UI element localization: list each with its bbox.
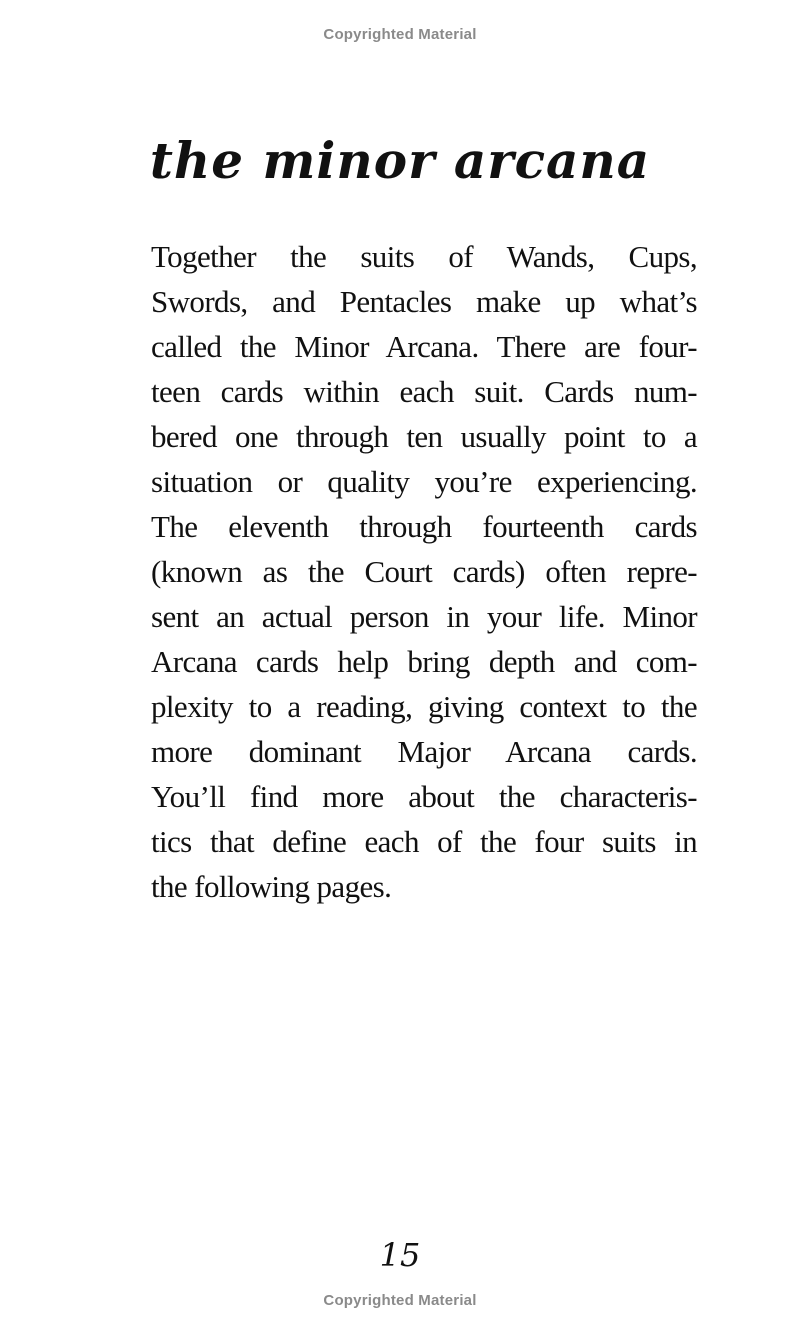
paragraph-line: The eleventh through fourteenth cards bbox=[151, 509, 697, 544]
chapter-title: the minor arcana bbox=[149, 130, 651, 190]
body-paragraph bbox=[151, 234, 697, 909]
paragraph-line: called the Minor Arcana. There are four- bbox=[151, 329, 697, 364]
paragraph-line: teen cards within each suit. Cards num- bbox=[151, 374, 697, 409]
paragraph-last-line: the following pages. bbox=[151, 869, 392, 904]
paragraph-line: Arcana cards help bring depth and com- bbox=[151, 644, 697, 679]
paragraph-line: bered one through ten usually point to a bbox=[151, 419, 697, 454]
paragraph-line: situation or quality you’re experiencing. bbox=[151, 464, 697, 499]
page-number: 15 bbox=[379, 1236, 421, 1274]
paragraph-line: (known as the Court cards) often repre- bbox=[151, 554, 697, 589]
copyright-watermark-top: Copyrighted Material bbox=[323, 26, 477, 43]
paragraph-line: more dominant Major Arcana cards. bbox=[151, 734, 697, 769]
paragraph-line: Swords, and Pentacles make up what’s bbox=[151, 284, 697, 319]
paragraph-line: You’ll find more about the characteris- bbox=[151, 779, 697, 814]
paragraph-line: sent an actual person in your life. Minor bbox=[151, 599, 697, 634]
paragraph-line: tics that define each of the four suits in bbox=[151, 824, 697, 859]
copyright-watermark-bottom: Copyrighted Material bbox=[323, 1292, 477, 1309]
paragraph-line: Together the suits of Wands, Cups, bbox=[151, 239, 697, 274]
paragraph-line: plexity to a reading, giving context to the bbox=[151, 689, 697, 724]
